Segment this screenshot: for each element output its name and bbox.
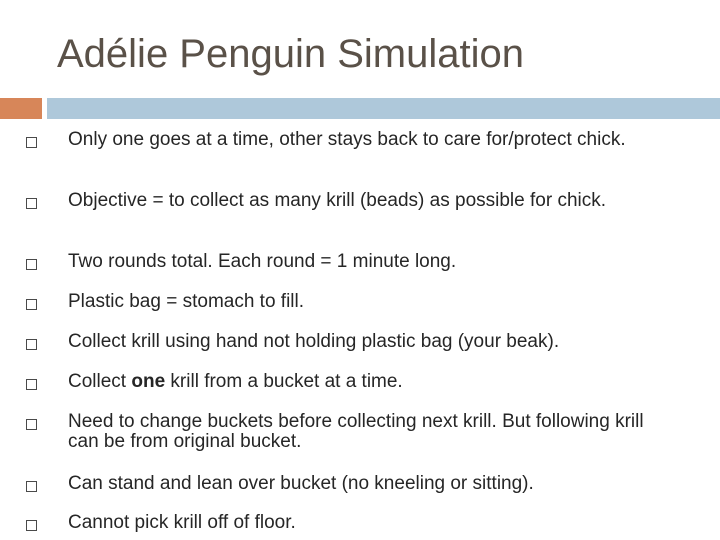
bullet-text: Only one goes at a time, other stays back to care for/protect chick.	[68, 129, 626, 150]
bullet-text: Collect krill using hand not holding plastic bag (your beak).	[68, 331, 560, 352]
square-bullet-icon	[26, 137, 37, 148]
bullet-text: Two rounds total. Each round = 1 minute long.	[68, 251, 457, 272]
square-bullet-icon	[26, 379, 37, 390]
bullet-text-prefix: Collect	[68, 371, 132, 392]
bullet-text: Cannot pick krill off of floor.	[68, 512, 296, 533]
square-bullet-icon	[26, 481, 37, 492]
bullet-text-emphasis: one	[131, 371, 166, 392]
bullet-text: Need to change buckets before collecting next krill. But following krill can be from original bucket.	[68, 411, 644, 452]
slide-title: Adélie Penguin Simulation	[57, 32, 524, 76]
square-bullet-icon	[26, 520, 37, 531]
square-bullet-icon	[26, 198, 37, 209]
square-bullet-icon	[26, 259, 37, 270]
square-bullet-icon	[26, 419, 37, 430]
bullet-text: Plastic bag = stomach to fill.	[68, 291, 305, 312]
bullet-text: Objective = to collect as many krill (beads) as possible for chick.	[68, 190, 607, 211]
bullet-text-suffix: krill from a bucket at a time.	[165, 371, 403, 392]
square-bullet-icon	[26, 339, 37, 350]
square-bullet-icon	[26, 299, 37, 310]
bullet-text: Can stand and lean over bucket (no kneeling or sitting).	[68, 473, 534, 494]
bullet-text	[68, 372, 678, 392]
